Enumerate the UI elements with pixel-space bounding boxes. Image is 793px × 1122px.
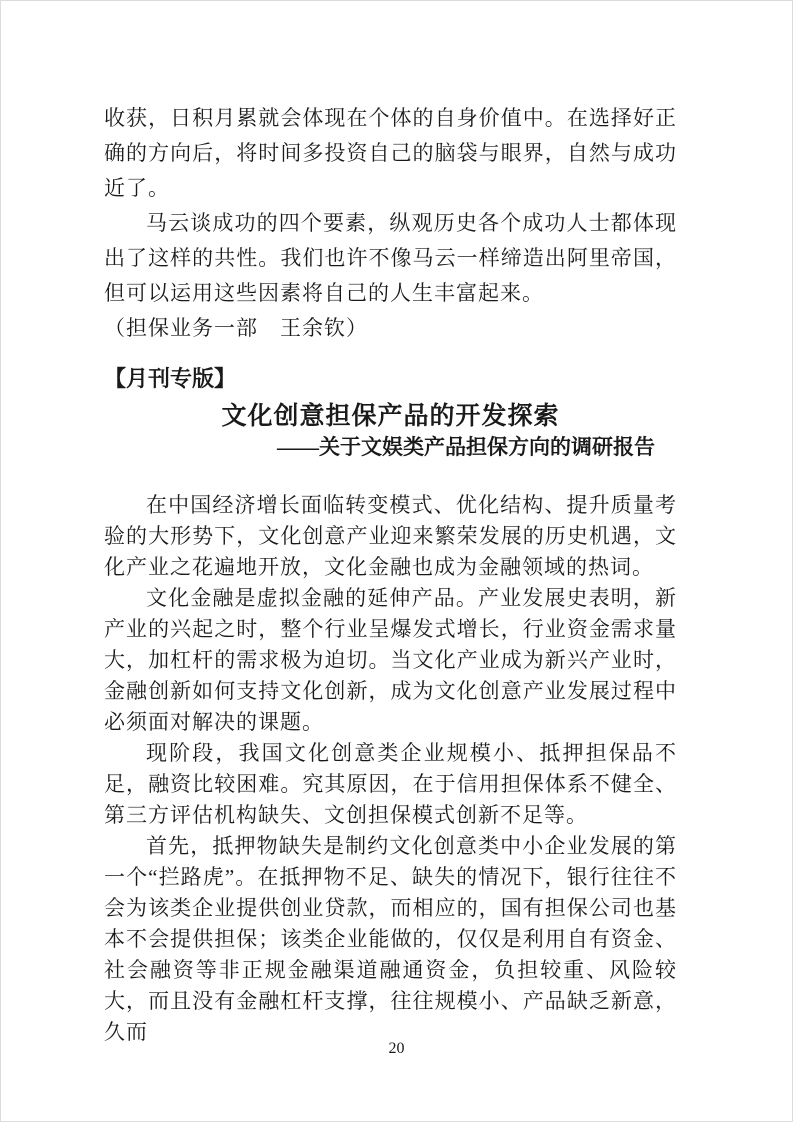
article-subtitle: ——关于文娱类产品担保方向的调研报告	[277, 435, 655, 459]
article-body	[104, 490, 677, 1048]
article-paragraph: 首先，抵押物缺失是制约文化创意类中小企业发展的第一个“拦路虎”。在抵押物不足、缺失的情况下，银行往往不会为该类企业提供创业贷款，而相应的，国有担保公司也基本不会提供担保；该类企业能做的，仅仅是利用自有资金、社会融资等非正规金融渠道融通资金，负担较重、风险较大，而且没有金融杠杆支撑，往往规模小、产品缺乏新意，久而	[104, 834, 677, 1044]
page-number: 20	[388, 1040, 405, 1057]
article-paragraph: 文化金融是虚拟金融的延伸产品。产业发展史表明，新产业的兴起之时，整个行业呈爆发式增长，行业资金需求量大，加杠杆的需求极为迫切。当文化产业成为新兴产业时，金融创新如何支持文化创新，成为文化创意产业发展过程中必须面对解决的课题。	[104, 586, 677, 734]
article-paragraph: 在中国经济增长面临转变模式、优化结构、提升质量考验的大形势下，文化创意产业迎来繁荣发展的历史机遇，文化产业之花遍地开放，文化金融也成为金融领域的热词。	[104, 493, 677, 579]
article-title: 文化创意担保产品的开发探索	[221, 402, 560, 430]
article-paragraph: 现阶段，我国文化创意类企业规模小、抵押担保品不足，融资比较困难。究其原因，在于信用担保体系不健全、第三方评估机构缺失、文创担保模式创新不足等。	[104, 741, 677, 827]
paragraph: 马云谈成功的四个要素，纵观历史各个成功人士都体现出了这样的共性。我们也许不像马云一样缔造出阿里帝国，但可以运用这些因素将自己的人生丰富起来。	[104, 211, 677, 305]
previous-article-end	[104, 101, 677, 346]
section-label: 【月刊专版】	[104, 366, 237, 391]
paragraph-continued: 收获，日积月累就会体现在个体的自身价值中。在选择好正确的方向后，将时间多投资自己的脑袋与眼界，自然与成功近了。	[104, 106, 677, 200]
page-content	[104, 101, 677, 1048]
byline: （担保业务一部 王余钦）	[104, 316, 368, 340]
